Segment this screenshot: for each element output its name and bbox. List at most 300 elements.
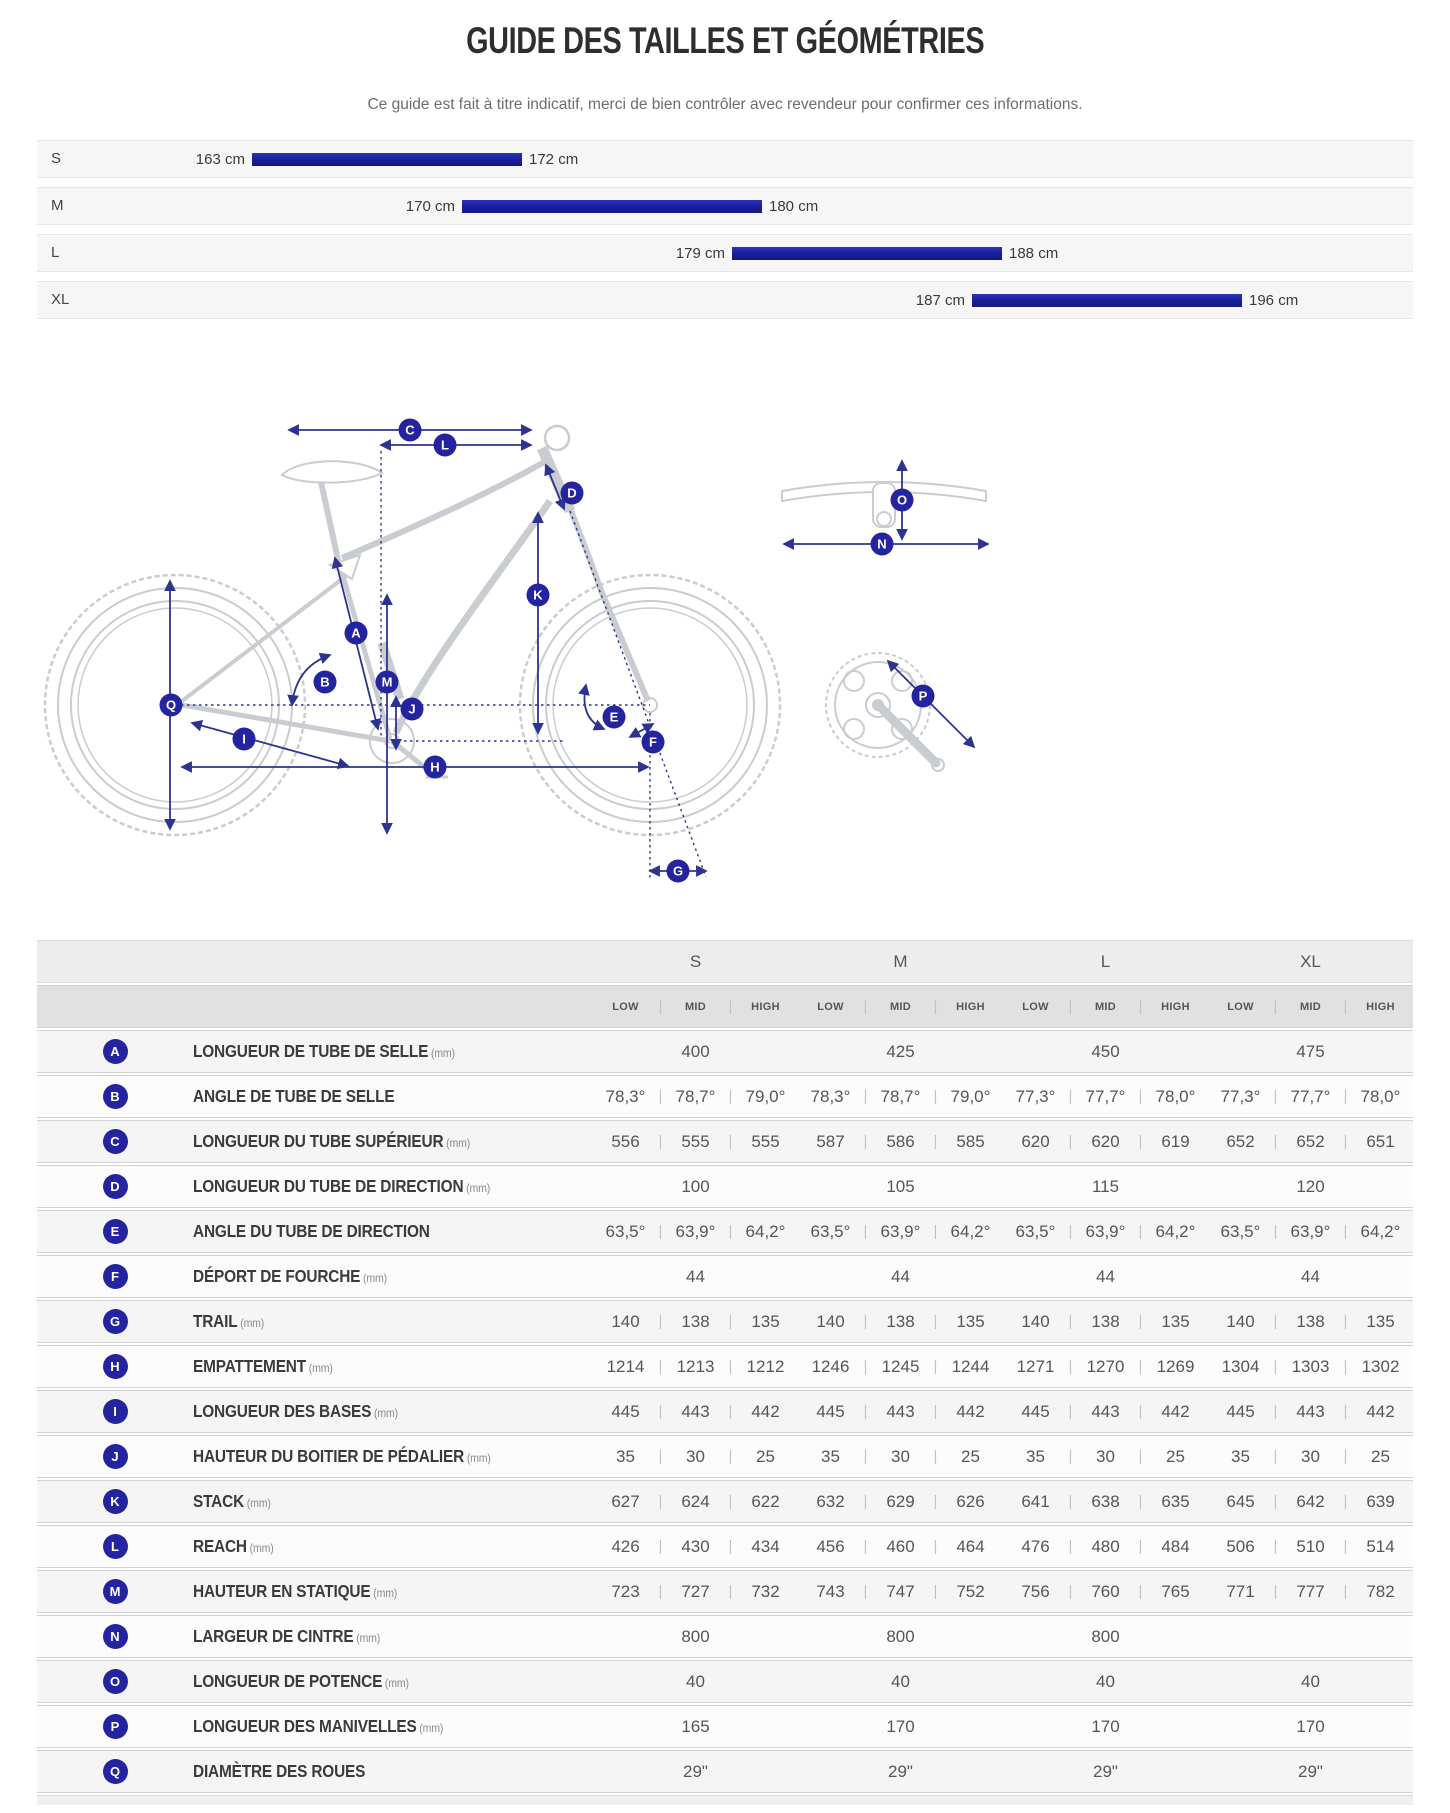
diagram-marker-d — [561, 482, 584, 505]
value-divider: | — [728, 1133, 733, 1150]
geometry-value: 30 — [686, 1446, 705, 1466]
table-row-a — [37, 1030, 1413, 1073]
row-letter-badge: H — [103, 1354, 128, 1379]
value-group-xl — [1208, 1582, 1413, 1602]
geometry-value: 63,5° — [810, 1221, 851, 1241]
geometry-value: 35 — [821, 1446, 840, 1466]
value-divider: | — [1273, 1223, 1278, 1240]
geometry-value: 63,5° — [1015, 1221, 1056, 1241]
geometry-value: 1304 — [1221, 1356, 1260, 1376]
setting-header-group-m — [798, 998, 1003, 1015]
table-row-b — [37, 1075, 1413, 1118]
value-divider: | — [728, 1493, 733, 1510]
svg-text:B: B — [320, 674, 330, 690]
value-divider: | — [658, 1358, 663, 1375]
svg-text:M: M — [381, 674, 393, 690]
geometry-value: 442 — [1161, 1401, 1190, 1421]
value-divider: | — [1068, 1358, 1073, 1375]
value-divider: | — [728, 1223, 733, 1240]
value-divider: | — [933, 1583, 938, 1600]
geometry-value: 1303 — [1291, 1356, 1330, 1376]
steerer-cap — [877, 512, 891, 526]
geometry-value: 426 — [611, 1536, 640, 1556]
value-divider: | — [1343, 1403, 1348, 1420]
row-label: LARGEUR DE CINTRE (mm) — [193, 1626, 381, 1646]
value-group-l — [1003, 1627, 1208, 1647]
svg-text:I: I — [242, 731, 246, 747]
value-divider: | — [728, 1448, 733, 1465]
value-divider: | — [863, 1403, 868, 1420]
row-unit: (mm) — [443, 1136, 471, 1150]
value-group-xl — [1208, 1177, 1413, 1197]
value-divider: | — [1343, 1448, 1348, 1465]
value-group-m — [798, 1492, 1003, 1512]
geometry-value: 120 — [1296, 1176, 1325, 1196]
value-group-l — [1003, 1717, 1208, 1737]
value-group-l — [1003, 1672, 1208, 1692]
saddle — [282, 461, 382, 482]
geometry-value: 756 — [1021, 1581, 1050, 1601]
geometry-value: 64,2° — [745, 1221, 786, 1241]
geometry-value: 1270 — [1086, 1356, 1125, 1376]
value-divider: | — [933, 1133, 938, 1150]
value-divider: | — [658, 1448, 663, 1465]
value-divider: | — [1068, 1583, 1073, 1600]
row-unit: (mm) — [464, 1451, 491, 1465]
geometry-value: 78,0° — [1155, 1086, 1196, 1106]
setting-header-low: LOW — [1227, 1000, 1254, 1013]
fork — [570, 508, 648, 701]
geometry-value: 443 — [886, 1401, 915, 1421]
size-column-header-s: S — [689, 951, 702, 971]
value-divider: | — [1273, 1403, 1278, 1420]
value-group-xl — [1208, 1222, 1413, 1242]
table-row-n — [37, 1615, 1413, 1658]
geometry-value: 100 — [681, 1176, 710, 1196]
geometry-value: 63,9° — [1085, 1221, 1126, 1241]
value-divider: | — [863, 1358, 868, 1375]
svg-text:A: A — [351, 625, 361, 641]
height-range-bar — [972, 294, 1242, 307]
value-group-m — [798, 1312, 1003, 1332]
value-divider: | — [1138, 1088, 1143, 1105]
value-group-s — [593, 1267, 798, 1287]
value-divider: | — [1138, 1133, 1143, 1150]
geometry-value: 760 — [1091, 1581, 1120, 1601]
geometry-value: 79,0° — [745, 1086, 786, 1106]
value-group-l — [1003, 1267, 1208, 1287]
geometry-value: 40 — [1301, 1671, 1320, 1691]
table-row-k — [37, 1480, 1413, 1523]
value-divider: | — [863, 1448, 868, 1465]
row-letter-badge: L — [103, 1534, 128, 1559]
value-group-s — [593, 1762, 798, 1782]
geometry-value: 800 — [886, 1626, 915, 1646]
geometry-value: 442 — [956, 1401, 985, 1421]
geometry-value: 556 — [611, 1131, 640, 1151]
value-group-l — [1003, 1357, 1208, 1377]
geometry-value: 782 — [1366, 1581, 1395, 1601]
geometry-value: 475 — [1296, 1041, 1325, 1061]
value-group-m — [798, 1177, 1003, 1197]
geometry-value: 78,0° — [1360, 1086, 1401, 1106]
table-row-e — [37, 1210, 1413, 1253]
row-unit: (mm) — [246, 1541, 274, 1555]
size-row-l — [37, 234, 1413, 272]
row-label-cell — [193, 1401, 593, 1422]
geometry-value: 627 — [611, 1491, 640, 1511]
min-height-label: 187 cm — [915, 291, 965, 309]
svg-text:E: E — [609, 709, 619, 725]
diagram-marker-i — [233, 728, 256, 751]
value-group-s — [593, 1177, 798, 1197]
geometry-value: 165 — [681, 1716, 710, 1736]
diagram-marker-q — [160, 694, 183, 717]
geometry-value: 40 — [686, 1671, 705, 1691]
geometry-value: 800 — [1091, 1626, 1120, 1646]
value-divider: | — [1068, 1133, 1073, 1150]
geometry-value: 651 — [1366, 1131, 1395, 1151]
row-label-cell — [193, 1131, 593, 1152]
value-group-m — [798, 1447, 1003, 1467]
size-column-header-m: M — [893, 951, 908, 971]
geometry-value: 79,0° — [950, 1086, 991, 1106]
value-group-l — [1003, 1042, 1208, 1062]
setting-header-low: LOW — [1022, 1000, 1049, 1013]
value-group-xl — [1208, 1717, 1413, 1737]
svg-text:K: K — [533, 587, 543, 603]
value-divider: | — [1343, 1133, 1348, 1150]
value-group-m — [798, 1357, 1003, 1377]
geometry-value: 1302 — [1361, 1356, 1400, 1376]
geometry-value: 1213 — [676, 1356, 715, 1376]
table-row-g — [37, 1300, 1413, 1343]
row-letter-badge: O — [103, 1669, 128, 1694]
value-divider: | — [933, 1493, 938, 1510]
value-group-m — [798, 1672, 1003, 1692]
geometry-value: 443 — [1296, 1401, 1325, 1421]
value-group-s — [593, 1717, 798, 1737]
geometry-value: 445 — [1226, 1401, 1255, 1421]
value-divider: | — [658, 1133, 663, 1150]
value-divider: | — [1343, 1493, 1348, 1510]
geometry-value: 450 — [1091, 1041, 1120, 1061]
value-group-l — [1003, 1582, 1208, 1602]
row-label-cell — [193, 1761, 593, 1782]
value-group-l — [1003, 1312, 1208, 1332]
value-group-xl — [1208, 1087, 1413, 1107]
geometry-value: 460 — [886, 1536, 915, 1556]
geometry-value: 44 — [1096, 1266, 1115, 1286]
row-label: LONGUEUR DU TUBE SUPÉRIEUR (mm) — [193, 1131, 471, 1151]
value-divider: | — [933, 1403, 938, 1420]
value-group-m — [798, 1402, 1003, 1422]
value-divider: | — [863, 1313, 868, 1330]
value-divider: | — [728, 1313, 733, 1330]
diagram-marker-p — [912, 685, 935, 708]
table-row-m — [37, 1570, 1413, 1613]
value-divider: | — [933, 1088, 938, 1105]
row-label-cell — [193, 1581, 593, 1602]
diagram-marker-g — [667, 860, 690, 883]
value-group-xl — [1208, 1762, 1413, 1782]
geometry-value: 35 — [1231, 1446, 1250, 1466]
geometry-value: 170 — [1296, 1716, 1325, 1736]
geometry-value: 77,7° — [1290, 1086, 1331, 1106]
size-bar-group — [363, 188, 818, 224]
value-divider: | — [1273, 998, 1278, 1015]
diagram-marker-b — [314, 671, 337, 694]
table-row-j — [37, 1435, 1413, 1478]
geometry-value: 641 — [1021, 1491, 1050, 1511]
row-letter-badge: D — [103, 1174, 128, 1199]
row-unit: (mm) — [371, 1406, 398, 1420]
row-label: DÉPORT DE FOURCHE (mm) — [193, 1266, 387, 1286]
value-divider: | — [863, 998, 868, 1015]
geometry-value: 743 — [816, 1581, 845, 1601]
down-tube — [396, 501, 550, 733]
value-divider: | — [933, 1358, 938, 1375]
row-badge-cell — [37, 1264, 193, 1289]
value-divider: | — [1343, 1313, 1348, 1330]
row-label: LONGUEUR DES MANIVELLES (mm) — [193, 1716, 444, 1736]
row-letter-badge: M — [103, 1579, 128, 1604]
diagram-marker-e — [603, 706, 626, 729]
value-divider: | — [658, 1403, 663, 1420]
value-divider: | — [1068, 1538, 1073, 1555]
geometry-value: 78,7° — [675, 1086, 716, 1106]
value-divider: | — [1343, 998, 1348, 1015]
value-divider: | — [1138, 1358, 1143, 1375]
svg-text:J: J — [408, 701, 416, 717]
row-letter-badge: P — [103, 1714, 128, 1739]
row-letter-badge: B — [103, 1084, 128, 1109]
row-unit: (mm) — [416, 1721, 444, 1735]
value-divider: | — [933, 998, 938, 1015]
geometry-value: 44 — [686, 1266, 705, 1286]
frame — [182, 426, 648, 777]
row-label-cell — [193, 1266, 593, 1287]
geometry-value: 1246 — [811, 1356, 850, 1376]
geometry-value: 620 — [1091, 1131, 1120, 1151]
geometry-value: 400 — [681, 1041, 710, 1061]
row-badge-cell — [37, 1489, 193, 1514]
geometry-value: 78,3° — [605, 1086, 646, 1106]
value-group-s — [593, 1087, 798, 1107]
geometry-value: 138 — [1296, 1311, 1325, 1331]
row-label-cell — [193, 1446, 593, 1467]
value-group-m — [798, 1762, 1003, 1782]
min-height-label: 170 cm — [405, 197, 455, 215]
value-group-m — [798, 1042, 1003, 1062]
geometry-value: 619 — [1161, 1131, 1190, 1151]
geometry-value: 64,2° — [950, 1221, 991, 1241]
geometry-value: 77,7° — [1085, 1086, 1126, 1106]
value-group-s — [593, 1627, 798, 1647]
value-divider: | — [1138, 998, 1143, 1015]
geometry-value: 771 — [1226, 1581, 1255, 1601]
setting-header-low: LOW — [612, 1000, 639, 1013]
value-group-l — [1003, 1132, 1208, 1152]
size-row-xl — [37, 281, 1413, 319]
row-unit: (mm) — [244, 1496, 271, 1510]
row-label-cell — [193, 1356, 593, 1377]
value-group-s — [593, 1042, 798, 1062]
value-divider: | — [658, 1583, 663, 1600]
value-divider: | — [658, 1538, 663, 1555]
value-group-l — [1003, 1762, 1208, 1782]
setting-header-mid: MID — [684, 1000, 707, 1013]
value-divider: | — [1343, 1583, 1348, 1600]
geometry-value: 442 — [1366, 1401, 1395, 1421]
size-label: L — [51, 244, 60, 261]
value-group-s — [593, 1222, 798, 1242]
height-range-bar — [252, 153, 522, 166]
geometry-value: 445 — [816, 1401, 845, 1421]
geometry-value: 752 — [956, 1581, 985, 1601]
value-divider: | — [1138, 1493, 1143, 1510]
geometry-value: 645 — [1226, 1491, 1255, 1511]
geometry-value: 586 — [886, 1131, 915, 1151]
max-height-label: 180 cm — [769, 197, 819, 215]
setting-header-low: LOW — [817, 1000, 844, 1013]
bike-geometry-diagram — [37, 333, 1413, 918]
value-group-s — [593, 1672, 798, 1692]
value-divider: | — [1343, 1538, 1348, 1555]
row-label-cell — [193, 1176, 593, 1197]
row-letter-badge: G — [103, 1309, 128, 1334]
value-group-s — [593, 1132, 798, 1152]
height-range-bar — [462, 200, 762, 213]
geometry-value: 443 — [1091, 1401, 1120, 1421]
geometry-value: 30 — [1301, 1446, 1320, 1466]
value-group-s — [593, 1312, 798, 1332]
row-label-cell — [193, 1041, 593, 1062]
row-badge-cell — [37, 1309, 193, 1334]
geometry-value: 40 — [891, 1671, 910, 1691]
value-divider: | — [1343, 1223, 1348, 1240]
geometry-value: 63,9° — [1290, 1221, 1331, 1241]
value-divider: | — [863, 1583, 868, 1600]
value-group-s — [593, 1492, 798, 1512]
value-group-s — [593, 1582, 798, 1602]
row-label-cell — [193, 1536, 593, 1557]
row-label: REACH (mm) — [193, 1536, 274, 1556]
value-group-l — [1003, 1222, 1208, 1242]
setting-header-high: HIGH — [751, 1000, 780, 1013]
geometry-value: 622 — [751, 1491, 780, 1511]
max-height-label: 188 cm — [1009, 244, 1059, 262]
row-letter-badge: Q — [103, 1759, 128, 1784]
page-subtitle: Ce guide est fait à titre indicatif, merci de bien contrôler avec revendeur pour confirmer ces informations. — [367, 96, 1083, 113]
page-title-text: GUIDE DES TAILLES ET GÉOMÉTRIES — [465, 20, 985, 61]
geometry-value: 140 — [816, 1311, 845, 1331]
row-letter-badge: E — [103, 1219, 128, 1244]
geometry-value: 135 — [956, 1311, 985, 1331]
geometry-value: 30 — [891, 1446, 910, 1466]
size-chart — [37, 140, 1413, 319]
value-divider: | — [1138, 1313, 1143, 1330]
row-label: TRAIL (mm) — [193, 1311, 265, 1331]
value-group-xl — [1208, 1132, 1413, 1152]
value-divider: | — [1068, 998, 1073, 1015]
value-divider: | — [1068, 1493, 1073, 1510]
setting-header-mid: MID — [1094, 1000, 1117, 1013]
geometry-value: 29" — [1093, 1761, 1118, 1781]
size-label: XL — [51, 291, 70, 308]
diagram-marker-n — [871, 533, 894, 556]
table-row-o — [37, 1660, 1413, 1703]
geometry-value: 135 — [751, 1311, 780, 1331]
value-divider: | — [728, 1403, 733, 1420]
row-badge-cell — [37, 1399, 193, 1424]
row-unit: (mm) — [353, 1631, 381, 1645]
geometry-value: 135 — [1366, 1311, 1395, 1331]
geometry-value: 434 — [751, 1536, 780, 1556]
setting-header-mid: MID — [1299, 1000, 1322, 1013]
row-label-cell — [193, 1221, 593, 1242]
geometry-value: 555 — [681, 1131, 710, 1151]
geometry-value: 587 — [816, 1131, 845, 1151]
bike-geometry-svg — [30, 333, 1220, 918]
geometry-value: 585 — [956, 1131, 985, 1151]
value-group-m — [798, 1537, 1003, 1557]
row-badge-cell — [37, 1714, 193, 1739]
handlebar-top-view — [782, 482, 986, 527]
value-group-m — [798, 1627, 1003, 1647]
geometry-value: 638 — [1091, 1491, 1120, 1511]
geometry-value: 63,9° — [880, 1221, 921, 1241]
row-unit: (mm) — [360, 1271, 387, 1285]
table-row-q — [37, 1750, 1413, 1793]
svg-text:O: O — [896, 492, 908, 508]
crankset-front-view — [826, 653, 944, 771]
geometry-value: 170 — [1091, 1716, 1120, 1736]
value-group-s — [593, 1357, 798, 1377]
row-label: HAUTEUR DU BOITIER DE PÉDALIER (mm) — [193, 1446, 491, 1466]
row-letter-badge: J — [103, 1444, 128, 1469]
row-unit: (mm) — [237, 1316, 265, 1330]
geometry-value: 115 — [1091, 1176, 1120, 1196]
geometry-value: 456 — [816, 1536, 845, 1556]
min-height-label: 179 cm — [675, 244, 725, 262]
chainstay — [182, 705, 390, 741]
value-divider: | — [728, 1538, 733, 1555]
value-group-l — [1003, 1447, 1208, 1467]
value-divider: | — [863, 1133, 868, 1150]
value-group-xl — [1208, 1357, 1413, 1377]
row-letter-badge: I — [103, 1399, 128, 1424]
bike-line-art — [45, 426, 986, 835]
geometry-value: 138 — [681, 1311, 710, 1331]
geometry-value: 747 — [886, 1581, 915, 1601]
table-row-p — [37, 1705, 1413, 1748]
value-group-xl — [1208, 1312, 1413, 1332]
value-divider: | — [933, 1313, 938, 1330]
value-divider: | — [1068, 1403, 1073, 1420]
svg-text:F: F — [649, 734, 657, 750]
table-setting-header-row — [37, 985, 1413, 1028]
row-label: HAUTEUR EN STATIQUE (mm) — [193, 1581, 398, 1601]
value-divider: | — [933, 1448, 938, 1465]
geometry-value: 44 — [891, 1266, 910, 1286]
value-divider: | — [658, 998, 663, 1015]
value-group-xl — [1208, 1267, 1413, 1287]
geometry-value: 29" — [683, 1761, 708, 1781]
geometry-value: 138 — [1091, 1311, 1120, 1331]
row-badge-cell — [37, 1174, 193, 1199]
row-letter-badge: F — [103, 1264, 128, 1289]
